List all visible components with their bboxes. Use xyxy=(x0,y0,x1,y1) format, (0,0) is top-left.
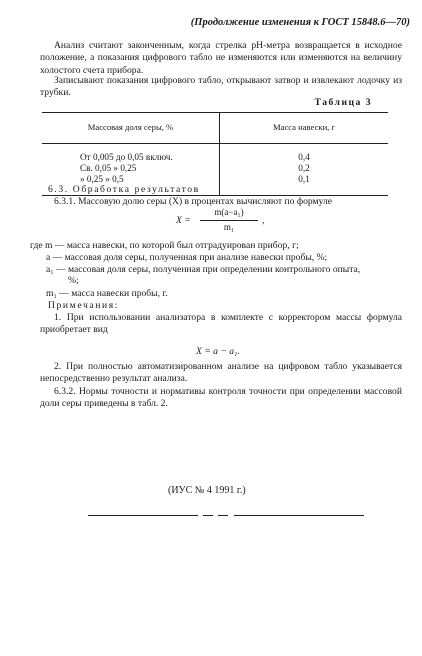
formula-lhs: X = xyxy=(176,215,191,226)
paragraph-analysis-end: Анализ считают законченным, когда стрелка pH-метра возвращается в исходное положение, а показания цифрового табло не изменяются или изменяются на величину холостого счета прибора. xyxy=(40,40,402,76)
table-cell-range: » 0,25 » 0,5 xyxy=(42,174,220,196)
table-cell-range: От 0,005 до 0,05 включ. xyxy=(42,144,220,164)
formula-comma: , xyxy=(262,215,265,226)
table-header-sample-mass: Масса навески, г xyxy=(220,113,389,144)
note-2: 2. При полностью автоматизированном анализе на цифровом табло указывается непосредственно результат анализа. xyxy=(40,361,402,385)
table-header-sulfur-fraction: Массовая доля серы, % xyxy=(42,113,220,144)
formula-denominator: m₁ xyxy=(223,221,235,232)
table-row xyxy=(42,144,388,164)
table-row xyxy=(42,163,388,174)
footer-rule-right xyxy=(234,515,364,516)
table-cell-range: Св. 0,05 » 0,25 xyxy=(42,163,220,174)
notes-title: Примечания: xyxy=(48,300,119,311)
formula-fraction xyxy=(200,207,258,233)
page-header: (Продолжение изменения к ГОСТ 15848.6—70) xyxy=(190,17,410,28)
formula-numerator: m(a−a₁) xyxy=(200,207,258,221)
where-a1-unit: %; xyxy=(68,275,79,286)
footer-rule-left xyxy=(88,515,198,516)
paragraph-632: 6.3.2. Нормы точности и нормативы контроля точности при определении массовой доли серы приведены в табл. 2. xyxy=(40,386,402,410)
footer-rule-dash-2 xyxy=(218,515,228,516)
where-m1: m₁ — масса навески пробы, г. xyxy=(46,288,168,299)
note-1: 1. При использовании анализатора в комплекте с корректором массы формула приобретает вид xyxy=(40,312,402,336)
table-cell-mass: 0,2 xyxy=(298,163,310,173)
table-cell-mass: 0,4 xyxy=(298,152,310,162)
table-cell-mass: 0,1 xyxy=(220,174,389,196)
where-a: a — массовая доля серы, полученная при анализе навески пробы, %; xyxy=(46,252,328,263)
footer-rule-dash-1 xyxy=(203,515,213,516)
formula-simplified: X = a − a₁. xyxy=(196,346,240,357)
section-heading: 6.3. Обработка результатов xyxy=(48,184,200,195)
where-m: где m — масса навески, по которой был отградуирован прибор, г; xyxy=(30,240,299,251)
paragraph-631: 6.3.1. Массовую долю серы (X) в процентах вычисляют по формуле xyxy=(54,196,333,207)
table-title: Таблица 3 xyxy=(314,97,372,108)
izv-reference: (ИУС № 4 1991 г.) xyxy=(168,485,246,496)
paragraph-record-readings: Записывают показания цифрового табло, открывают затвор и извлекают лодочку из трубки. xyxy=(40,75,402,99)
where-a1: a₁ — массовая доля серы, полученная при определении контрольного опыта, xyxy=(46,264,361,275)
